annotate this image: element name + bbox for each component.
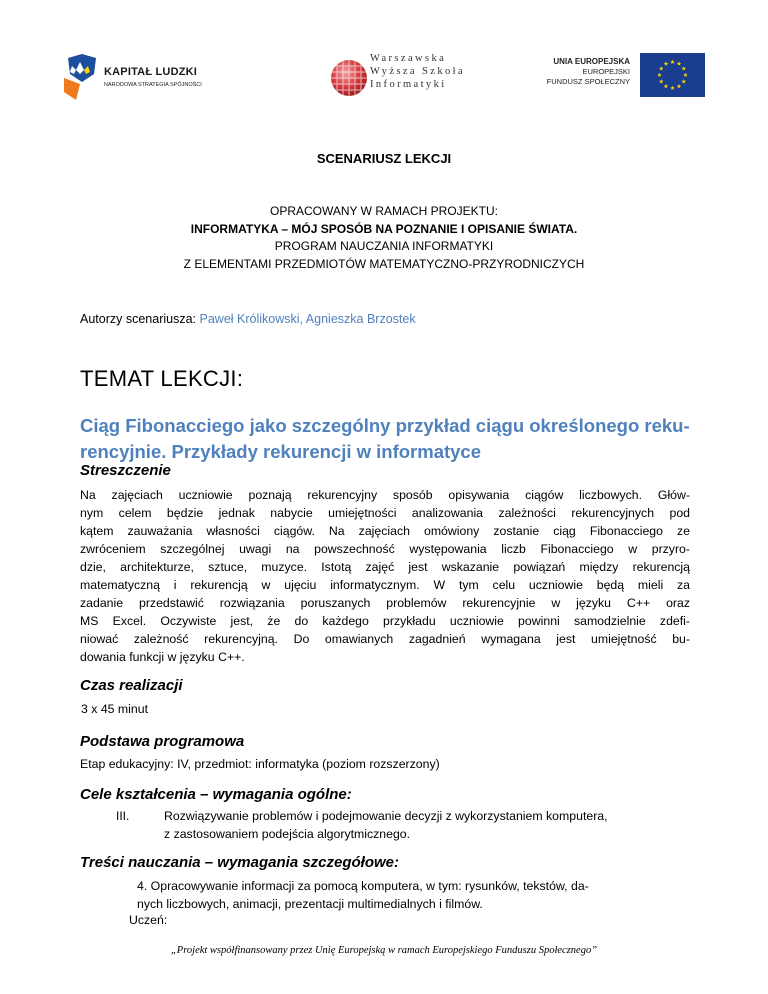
wwsi-sphere-icon [330,59,368,97]
summary-line: matematyczną i rekurencją w ujęciu informatycznym. W tym celu uczniowie będą mieli za [80,578,690,592]
project-line-2: INFORMATYKA – MÓJ SPOSÓB NA POZNANIE I OPISANIE ŚWIATA. [190,221,578,236]
authors-names: Paweł Królikowski, Agnieszka Brzostek [199,312,416,326]
eu-star-icon [670,86,675,90]
summary-text [80,486,690,666]
goals-text [164,807,694,843]
kapital-ludzki-emblem-icon [62,52,102,104]
wwsi-logo [330,52,470,108]
kapital-ludzki-logo [62,52,232,112]
topic-heading: TEMAT LEKCJI: [80,366,244,391]
eu-star-icon [681,66,686,70]
curriculum-heading: Podstawa programowa [80,733,245,750]
summary-heading: Streszczenie [80,462,171,479]
authors [80,312,416,326]
summary-line: MS Excel. Oczywiste jest, że do każdego przykładu uczniowie powinni samodzielnie zdefi- [80,614,690,628]
wwsi-line-3: Informatyki [370,79,447,90]
eu-line-1: UNIA EUROPEJSKA [553,57,630,66]
document-title: SCENARIUSZ LEKCJI [316,151,452,166]
topic-title-line-2: rencyjnie. Przykłady rekurencji w informatyce [80,441,482,462]
goals-heading: Cele kształcenia – wymagania ogólne: [80,786,352,803]
eu-flag-icon [640,53,705,97]
eu-star-icon [670,60,675,64]
summary-line: zadanie przedstawić rozwiązania poruszanych problemów rekurencyjnie w języku C++ oraz [80,596,690,610]
eu-star-icon [677,61,682,65]
eu-star-icon [664,84,669,88]
wwsi-name [370,52,465,91]
eu-star-icon [659,79,664,83]
eu-star-icon [659,66,664,70]
kapital-ludzki-subtitle: NARODOWA STRATEGIA SPÓJNOŚCI [104,82,202,88]
summary-line: kątem zauważania własności ciągów. Na zajęciach omówiony zostanie ciąg Fibonacciego ze [80,524,690,538]
duration-value: 3 x 45 minut [81,702,148,716]
eu-star-icon [657,73,662,77]
duration-heading: Czas realizacji [80,677,183,694]
wwsi-line-1: Warszawska [370,53,447,64]
topic-title [80,413,692,465]
goals-numeral: III. [116,809,130,823]
summary-line: niować zależność rekurencyjną. Do omawianych zagadnień wymagana jest umiejętność bu- [80,632,690,646]
content-text [137,877,693,913]
eu-star-icon [683,73,688,77]
curriculum-value: Etap edukacyjny: IV, przedmiot: informatyka (poziom rozszerzony) [80,757,440,771]
summary-line: nym celem będzie jednak nabycie umiejętności analizowania zależności rekurencyjnych pod [80,506,690,520]
summary-line: dowania funkcji w języku C++. [80,650,245,664]
content-line-1: 4. Opracowywanie informacji za pomocą komputera, w tym: rysunków, tekstów, da- [137,879,589,893]
topic-title-line-1: Ciąg Fibonacciego jako szczególny przykład ciągu określonego reku- [80,415,690,436]
eu-star-icon [681,79,686,83]
project-info [0,203,768,273]
eu-line-2: EUROPEJSKI [582,67,630,76]
project-line-1: OPRACOWANY W RAMACH PROJEKTU: [269,204,499,218]
eu-star-icon [677,84,682,88]
eu-star-icon [664,61,669,65]
header-logos [0,40,768,120]
eu-stars-icon [640,53,705,97]
authors-label: Autorzy scenariusza: [80,312,197,326]
summary-line: Na zajęciach uczniowie poznają rekurencyjny sposób opisywania ciągów liczbowych. Głów- [80,488,690,502]
content-student: Uczeń: [129,913,168,927]
eu-fund-text [540,57,630,87]
kapital-ludzki-title: KAPITAŁ LUDZKI [104,66,198,78]
goals-line-2: z zastosowaniem podejścia algorytmicznego. [164,827,411,841]
content-line-2: nych liczbowych, animacji, prezentacji multimedialnych i filmów. [137,897,483,911]
eu-line-3: FUNDUSZ SPOŁECZNY [546,77,630,86]
project-line-3: PROGRAM NAUCZANIA INFORMATYKI [274,239,494,253]
project-line-4: Z ELEMENTAMI PRZEDMIOTÓW MATEMATYCZNO-PRZYRODNICZYCH [183,256,585,271]
goals-line-1: Rozwiązywanie problemów i podejmowanie decyzji z wykorzystaniem komputera, [164,809,608,823]
summary-line: dzie, architekturze, sztuce, muzyce. Istotą zajęć jest wskazanie powiązań między rekurencją [80,560,690,574]
wwsi-line-2: Wyższa Szkoła [370,66,465,77]
footer-note: „Projekt współfinansowany przez Unię Europejską w ramach Europejskiego Funduszu Społecznego” [170,945,598,956]
content-heading: Treści nauczania – wymagania szczegółowe: [80,854,400,871]
summary-line: zwróceniem szczególnej uwagi na powszechność występowania liczb Fibonacciego w przyro- [80,542,690,556]
